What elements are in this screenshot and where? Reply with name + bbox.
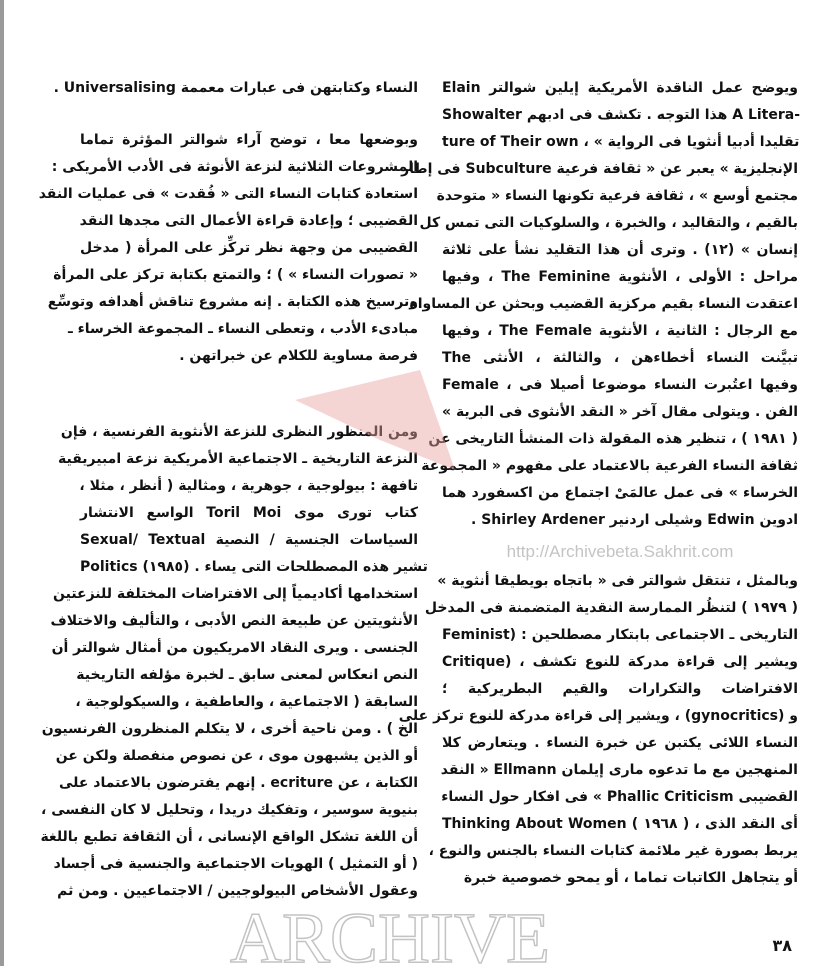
text-line: القضيبى من وجهة نظر تركِّز على المرأة ( مدخل	[80, 240, 418, 256]
text-line: ( ١٩٧٩ ) لتنظُر الممارسة النقدية المتضمنة فى المدخل	[424, 600, 798, 616]
text-line: الإنجليزية » يعبر عن « ثقافة فرعية Subculture فى إطار	[401, 161, 798, 177]
text-line: ومن المنظور النظرى للنزعة الأنثوية الفرنسية ، فإن	[60, 424, 418, 440]
text-line: استعادة كتابات النساء التى « فُقدت » فى عمليات النقد	[38, 186, 418, 202]
text-line: التاريخى ـ الاجتماعى بابتكار مصطلحين : (Feminist	[442, 627, 798, 643]
text-line: Thinking About Women ( ١٩٦٨ ) ، أى النقد الذى	[442, 816, 798, 832]
text-line: مع الرجال : الثانية ، الأنثوية The Female ، وفيها	[442, 323, 798, 339]
text-line: النساء وكتابتهن فى عبارات معممة Universalising .	[53, 80, 418, 96]
text-line: السياسات الجنسية / النصية Sexual/ Textual	[80, 532, 419, 548]
text-line: ( ١٩٨١ ) ، تنظير هذه المقولة ذات المنشأ التاريخى عن	[428, 431, 798, 447]
watermark-url: http://Archivebeta.Sakhrit.com	[506, 542, 734, 561]
text-line: وعقول الأشخاص البيولوجيين / الاجتماعيين . ومن ثم	[57, 883, 418, 899]
text-line: فرصة مساوية للكلام عن خبراتهن .	[179, 348, 418, 364]
text-line: « تصورات النساء » ) ؛ والتمتع بكتابة تركز على المرأة	[53, 267, 418, 283]
text-line: أو يتجاهل الكاتبات تماما ، أو يمحو خصوصية خبرة	[463, 870, 798, 886]
text-line: وبالمثل ، تنتقل شوالتر فى « باتجاه بويطيقا أنثوية »	[437, 573, 798, 589]
left-paragraph-1	[53, 75, 418, 102]
page-edge	[0, 0, 4, 966]
text-line: وبوضعها معا ، توضح آراء شوالتر المؤثرة تماما	[80, 132, 418, 148]
text-line: ثقافة النساء الفرعية بالاعتماد على مفهوم « المجموعة	[421, 458, 798, 474]
text-line: المنهجين مع ما تدعوه مارى إيلمان Ellmann « النقد	[440, 762, 798, 778]
text-line: أن اللغة تشكل الواقع الإنسانى ، أن الثقافة تطبع باللغة	[40, 829, 418, 845]
text-line: ويوضح عمل الناقدة الأمريكية إيلين شوالتر Elain	[442, 80, 798, 96]
text-line: الجنسى . ويرى النقاد الامريكيون من أمثال شوالتر أن	[51, 640, 418, 656]
text-line: Politics (١٩٨٥) . تشير هذه المصطلحات التى يساء	[80, 559, 428, 575]
text-line: القضيبى Phallic Criticism » فى افكار حول النساء	[441, 789, 798, 805]
text-line: بالقيم ، والتقاليد ، والخبرة ، والسلوكيات التى تمس كل	[419, 215, 798, 231]
text-line: ( أو التمثيل ) الهويات الاجتماعية والجنسية فى أجساد	[53, 856, 418, 872]
text-line: الأنثويتين عن طبيعة النص الأدبى ، والتأليف والاختلاف	[50, 613, 418, 629]
text-line: استخدامها أكاديمياً إلى الافتراضات المختلفة للنزعتين	[53, 586, 418, 602]
text-line: أو الذين يشبهون موى ، عن نصوص منفصلة ولكن عن	[55, 748, 418, 764]
text-line: النزعة التاريخية ـ الاجتماعية الأمريكية نزعة امبيريقية	[57, 451, 418, 467]
left-paragraph-2	[38, 127, 418, 370]
text-line: الافتراضات والتكرارات والقيم البطريركية ؛	[442, 681, 798, 697]
text-line: المشروعات الثلاثية لنزعة الأنوثة فى الأدب الأمريكى :	[51, 159, 418, 175]
text-line: القضيبى ؛ وإعادة قراءة الأعمال التى مجدها النقد	[79, 213, 418, 229]
text-line: بنيوية سوسير ، وتفكيك دريدا ، وتحليل لا كان النفسى ،	[41, 802, 418, 818]
text-line: Female ، وفيها اعتُبرت النساء موضوعا أصيلا فى	[442, 377, 799, 393]
text-line: الفن . ويتولى مقال آخر « النقد الأنثوى فى البرية »	[442, 404, 798, 420]
text-line: يربط بصورة غير ملائمة كتابات النساء بالجنس والنوع ،	[428, 843, 798, 859]
text-line: Critique) ، ويشير إلى قراءة مدركة للنوع تكشف	[442, 654, 799, 670]
text-line: ادوين Edwin وشيلى اردنير Shirley Ardener .	[470, 512, 798, 528]
text-line: تافهة : بيولوجية ، جوهرية ، ومثالية ( أنظر ، مثلا ،	[79, 478, 418, 494]
page-number: ٣٨	[772, 936, 792, 955]
text-line: السابقة ( الاجتماعية ، والعاطفية ، والسيكولوجية ،	[75, 694, 418, 710]
text-line: تبيَّنت النساء أخطاءهن ، والثالثة ، الأنثى The	[442, 350, 798, 366]
text-line: النص انعكاس لمعنى سابق ـ لخبرة مؤلفه التاريخية	[76, 667, 418, 683]
text-line: كتاب تورى موى Toril Moi الواسع الانتشار	[80, 505, 418, 521]
right-paragraph-2	[398, 568, 799, 892]
text-line: إنسان » (١٢) . وترى أن هذا التقليد نشأ على ثلاثة	[442, 242, 799, 258]
text-line: الخرساء » فى عمل عالمَىْ اجتماع من اكسفورد هما	[442, 485, 798, 501]
text-line: ture of Their own ، « تقليدا أدبيا أنثويا فى الرواية	[442, 134, 800, 150]
text-line: الكتابة ، عن ecriture . إنهم يفترضون بالاعتماد على	[58, 775, 418, 791]
text-line: اعتقدت النساء بقيم مركزية القضيب وبحثن عن المساواة	[409, 296, 798, 312]
left-paragraph-3	[40, 419, 428, 905]
text-line: مبادىء الأدب ، وتعطى النساء ـ المجموعة الخرساء ـ	[67, 321, 418, 337]
text-line: وترسيخ هذه الكتابة . إنه مشروع تناقش أهدافه وتوسِّع	[47, 294, 418, 310]
text-line: النساء اللائى يكتبن عن خبرة النساء . ويتعارض كلا	[442, 735, 798, 751]
text-line: Showalter هذا التوجه . تكشف فى ادبهم A Litera-	[442, 107, 801, 123]
watermark-title: ARCHIVE	[230, 898, 550, 966]
right-paragraph-1	[401, 75, 801, 534]
text-line: و (gynocritics) ، ويشير إلى قراءة مدركة للنوع تركز على	[398, 708, 798, 724]
text-line: مجتمع أوسع » ، ثقافة فرعية تكونها النساء « متوحدة	[436, 188, 798, 204]
text-line: مراحل : الأولى ، الأنثوية The Feminine ، وفيها	[442, 269, 799, 285]
text-line: الخ ) . ومن ناحية أخرى ، لا يتكلم المنظرون الفرنسيون	[41, 721, 418, 737]
